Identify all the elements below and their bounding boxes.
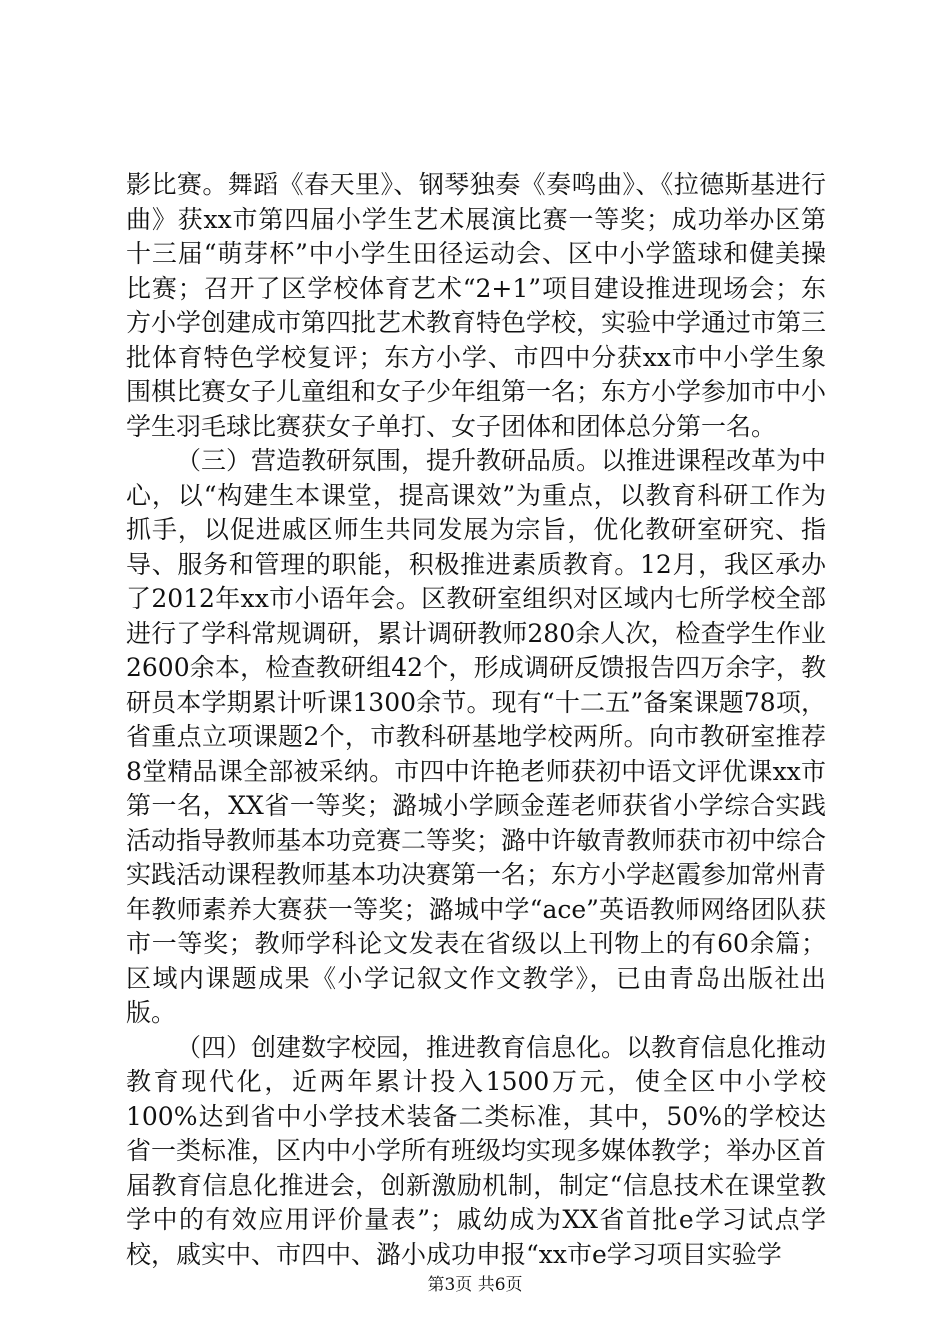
paragraph-continued: 影比赛。舞蹈《春天里》、钢琴独奏《奏鸣曲》、《拉德斯基进行曲》获xx市第四届小学生艺术展演比赛一等奖；成功举办区第十三届“萌芽杯”中小学生田径运动会、区中小学篮球和健美操比赛；召开了区学校体育艺术“2+1”项目建设推进现场会；东方小学创建成市第四批艺术教育特色学校，实验中学通过市第三批体育特色学校复评；东方小学、市四中分获xx市中小学生象围棋比赛女子儿童组和女子少年组第一名；东方小学参加市中小学生羽毛球比赛获女子单打、女子团体和团体总分第一名。 bbox=[126, 170, 827, 441]
paragraph-section-3: （三）营造教研氛围，提升教研品质。以推进课程改革为中心，以“构建生本课堂，提高课效”为重点，以教育科研工作为抓手，以促进戚区师生共同发展为宗旨，优化教研室研究、指导、服务和管理的职能，积极推进素质教育。12月，我区承办了2012年xx市小语年会。区教研室组织对区域内七所学校全部进行了学科常规调研，累计调研教师280余人次，检查学生作业2600余本，检查教研组42个，形成调研反馈报告四万余字，教研员本学期累计听课1300余节。现有“十二五”备案课题78项，省重点立项课题2个，市教科研基地学校两所。向市教研室推荐8堂精品课全部被采纳。市四中许艳老师获初中语文评优课xx市第一名，XX省一等奖；潞城小学顾金莲老师获省小学综合实践活动指导教师基本功竞赛二等奖；潞中许敏青教师获市初中综合实践活动课程教师基本功决赛第一名；东方小学赵霞参加常州青年教师素养大赛获一等奖；潞城中学“ace”英语教师网络团队获市一等奖；教师学科论文发表在省级以上刊物上的有60余篇；区域内课题成果《小学记叙文作文教学》，已由青岛出版社出版。 bbox=[126, 446, 827, 1027]
paragraph-section-4: （四）创建数字校园，推进教育信息化。以教育信息化推动教育现代化，近两年累计投入1500万元，使全区中小学校100%达到省中小学技术装备二类标准，其中，50%的学校达省一类标准，区内中小学所有班级均实现多媒体教学；举办区首届教育信息化推进会，创新激励机制，制定“信息技术在课堂教学中的有效应用评价量表”；戚幼成为XX省首批e学习试点学校，戚实中、市四中、潞小成功申报“xx市e学习项目实验学 bbox=[126, 1032, 827, 1269]
page-number-footer: 第3页 共6页 bbox=[427, 1275, 523, 1295]
document-body bbox=[126, 168, 826, 1272]
